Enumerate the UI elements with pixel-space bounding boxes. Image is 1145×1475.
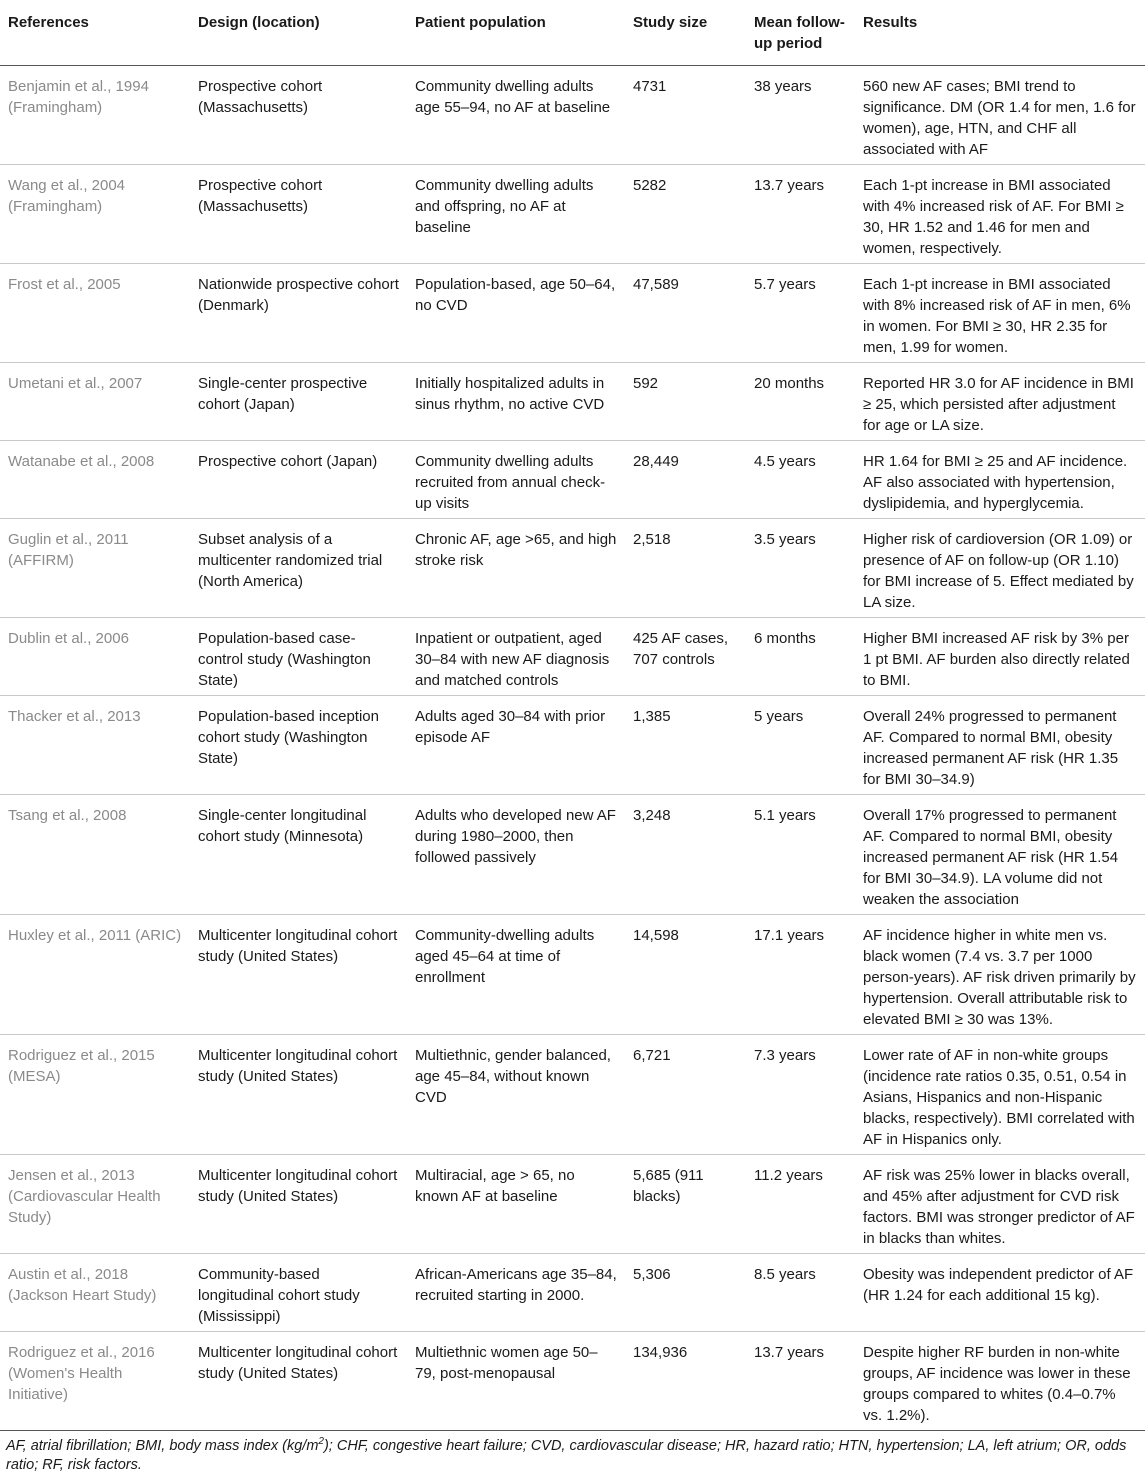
cell-reference: Thacker et al., 2013 [0, 696, 190, 795]
cell-population: Adults aged 30–84 with prior episode AF [407, 696, 625, 795]
cell-study-size: 1,385 [625, 696, 746, 795]
cell-population: Chronic AF, age >65, and high stroke risk [407, 519, 625, 618]
cell-study-size: 14,598 [625, 915, 746, 1035]
cell-design: Multicenter longitudinal cohort study (United States) [190, 1035, 407, 1155]
cell-design: Single-center prospective cohort (Japan) [190, 363, 407, 441]
cell-population: Inpatient or outpatient, aged 30–84 with new AF diagnosis and matched controls [407, 618, 625, 696]
table-row [0, 264, 1145, 363]
cell-reference: Guglin et al., 2011 (AFFIRM) [0, 519, 190, 618]
cell-study-size: 5282 [625, 165, 746, 264]
cell-reference: Austin et al., 2018 (Jackson Heart Study) [0, 1254, 190, 1332]
cell-follow-up: 38 years [746, 66, 855, 165]
cell-study-size: 592 [625, 363, 746, 441]
cell-study-size: 5,685 (911 blacks) [625, 1155, 746, 1254]
table-row [0, 441, 1145, 519]
cell-study-size: 47,589 [625, 264, 746, 363]
table-body [0, 66, 1145, 1431]
cell-design: Prospective cohort (Massachusetts) [190, 165, 407, 264]
cell-follow-up: 4.5 years [746, 441, 855, 519]
cell-follow-up: 5.1 years [746, 795, 855, 915]
cell-reference: Wang et al., 2004 (Framingham) [0, 165, 190, 264]
cell-population: Community dwelling adults and offspring, no AF at baseline [407, 165, 625, 264]
table-row [0, 66, 1145, 165]
cell-reference: Watanabe et al., 2008 [0, 441, 190, 519]
cell-study-size: 5,306 [625, 1254, 746, 1332]
cell-follow-up: 3.5 years [746, 519, 855, 618]
cell-population: Adults who developed new AF during 1980–2000, then followed passively [407, 795, 625, 915]
cell-reference: Rodriguez et al., 2015 (MESA) [0, 1035, 190, 1155]
cell-design: Population-based case-control study (Washington State) [190, 618, 407, 696]
cell-design: Single-center longitudinal cohort study (Minnesota) [190, 795, 407, 915]
table-row [0, 1332, 1145, 1431]
cell-design: Subset analysis of a multicenter randomized trial (North America) [190, 519, 407, 618]
header-design: Design (location) [190, 0, 407, 66]
cell-follow-up: 17.1 years [746, 915, 855, 1035]
cell-study-size: 3,248 [625, 795, 746, 915]
cell-study-size: 6,721 [625, 1035, 746, 1155]
cell-reference: Frost et al., 2005 [0, 264, 190, 363]
cell-reference: Benjamin et al., 1994 (Framingham) [0, 66, 190, 165]
cell-follow-up: 13.7 years [746, 1332, 855, 1431]
cell-study-size: 28,449 [625, 441, 746, 519]
table-footnote [0, 1431, 1145, 1475]
cell-results: Lower rate of AF in non-white groups (incidence rate ratios 0.35, 0.51, 0.54 in Asians, Hispanics and non-Hispanic blacks, respectively). BMI correlated with AF in Hispanics only. [855, 1035, 1145, 1155]
cell-results: AF risk was 25% lower in blacks overall, and 45% after adjustment for CVD risk factors. BMI was stronger predictor of AF in blacks than whites. [855, 1155, 1145, 1254]
cell-follow-up: 8.5 years [746, 1254, 855, 1332]
footnote-text-1: AF, atrial fibrillation; BMI, body mass index (kg/m [6, 1438, 319, 1454]
table-row [0, 618, 1145, 696]
cell-follow-up: 5 years [746, 696, 855, 795]
cell-follow-up: 20 months [746, 363, 855, 441]
header-study-size: Study size [625, 0, 746, 66]
cell-results: Reported HR 3.0 for AF incidence in BMI ≥ 25, which persisted after adjustment for age or LA size. [855, 363, 1145, 441]
cell-follow-up: 5.7 years [746, 264, 855, 363]
cell-design: Prospective cohort (Massachusetts) [190, 66, 407, 165]
cell-results: Overall 24% progressed to permanent AF. Compared to normal BMI, obesity increased permanent AF risk (HR 1.35 for BMI 30–34.9) [855, 696, 1145, 795]
cell-population: Initially hospitalized adults in sinus rhythm, no active CVD [407, 363, 625, 441]
cell-results: Each 1-pt increase in BMI associated with 4% increased risk of AF. For BMI ≥ 30, HR 1.52 and 1.46 for men and women, respectively. [855, 165, 1145, 264]
cell-results: 560 new AF cases; BMI trend to significance. DM (OR 1.4 for men, 1.6 for women), age, HTN, and CHF all associated with AF [855, 66, 1145, 165]
table-row [0, 1035, 1145, 1155]
cell-results: Overall 17% progressed to permanent AF. Compared to normal BMI, obesity increased permanent AF risk (HR 1.54 for BMI 30–34.9). LA volume did not weaken the association [855, 795, 1145, 915]
table-row [0, 795, 1145, 915]
cell-population: African-Americans age 35–84, recruited starting in 2000. [407, 1254, 625, 1332]
cell-population: Multiracial, age > 65, no known AF at baseline [407, 1155, 625, 1254]
cell-design: Multicenter longitudinal cohort study (United States) [190, 915, 407, 1035]
cell-reference: Huxley et al., 2011 (ARIC) [0, 915, 190, 1035]
header-follow-up: Mean follow-up period [746, 0, 855, 66]
cell-reference: Jensen et al., 2013 (Cardiovascular Health Study) [0, 1155, 190, 1254]
header-results: Results [855, 0, 1145, 66]
cell-population: Multiethnic women age 50–79, post-menopausal [407, 1332, 625, 1431]
cell-results: Each 1-pt increase in BMI associated with 8% increased risk of AF in men, 6% in women. For BMI ≥ 30, HR 2.35 for men, 1.99 for women. [855, 264, 1145, 363]
table-row [0, 1155, 1145, 1254]
cell-results: Higher BMI increased AF risk by 3% per 1 pt BMI. AF burden also directly related to BMI. [855, 618, 1145, 696]
cell-design: Population-based inception cohort study (Washington State) [190, 696, 407, 795]
cell-results: Higher risk of cardioversion (OR 1.09) or presence of AF on follow-up (OR 1.10) for BMI increase of 5. Effect mediated by LA size. [855, 519, 1145, 618]
table-row [0, 1254, 1145, 1332]
cell-design: Prospective cohort (Japan) [190, 441, 407, 519]
table-header [0, 0, 1145, 66]
cell-study-size: 2,518 [625, 519, 746, 618]
cell-follow-up: 6 months [746, 618, 855, 696]
cell-population: Population-based, age 50–64, no CVD [407, 264, 625, 363]
cell-results: Despite higher RF burden in non-white groups, AF incidence was lower in these groups compared to whites (0.4–0.7% vs. 1.2%). [855, 1332, 1145, 1431]
cell-study-size: 134,936 [625, 1332, 746, 1431]
cell-reference: Rodriguez et al., 2016 (Women's Health Initiative) [0, 1332, 190, 1431]
cell-study-size: 4731 [625, 66, 746, 165]
cell-reference: Tsang et al., 2008 [0, 795, 190, 915]
table-row [0, 519, 1145, 618]
table-row [0, 363, 1145, 441]
cell-design: Nationwide prospective cohort (Denmark) [190, 264, 407, 363]
table-row [0, 165, 1145, 264]
cell-population: Community-dwelling adults aged 45–64 at time of enrollment [407, 915, 625, 1035]
cell-design: Multicenter longitudinal cohort study (United States) [190, 1155, 407, 1254]
footnote-text-2: ); CHF, congestive heart failure; CVD, cardiovascular disease; HR, hazard ratio; HTN, hypertension; LA, left atrium; OR, odds ratio; RF, risk factors. [6, 1438, 1127, 1473]
cell-results: HR 1.64 for BMI ≥ 25 and AF incidence. AF also associated with hypertension, dyslipidemia, and hyperglycemia. [855, 441, 1145, 519]
cell-population: Multiethnic, gender balanced, age 45–84, without known CVD [407, 1035, 625, 1155]
cell-population: Community dwelling adults age 55–94, no AF at baseline [407, 66, 625, 165]
table-row [0, 915, 1145, 1035]
cell-study-size: 425 AF cases, 707 controls [625, 618, 746, 696]
header-population: Patient population [407, 0, 625, 66]
cell-results: Obesity was independent predictor of AF (HR 1.24 for each additional 15 kg). [855, 1254, 1145, 1332]
cell-results: AF incidence higher in white men vs. black women (7.4 vs. 3.7 per 1000 person-years). AF risk driven primarily by hypertension. Overall attributable risk to elevated BMI ≥ 30 was 13%. [855, 915, 1145, 1035]
cell-design: Multicenter longitudinal cohort study (United States) [190, 1332, 407, 1431]
cell-population: Community dwelling adults recruited from annual check-up visits [407, 441, 625, 519]
header-row [0, 0, 1145, 66]
cell-reference: Umetani et al., 2007 [0, 363, 190, 441]
footnote-superscript: 2 [318, 1436, 324, 1448]
cell-follow-up: 13.7 years [746, 165, 855, 264]
cell-reference: Dublin et al., 2006 [0, 618, 190, 696]
cell-follow-up: 11.2 years [746, 1155, 855, 1254]
cell-follow-up: 7.3 years [746, 1035, 855, 1155]
cell-design: Community-based longitudinal cohort study (Mississippi) [190, 1254, 407, 1332]
header-references: References [0, 0, 190, 66]
table-row [0, 696, 1145, 795]
